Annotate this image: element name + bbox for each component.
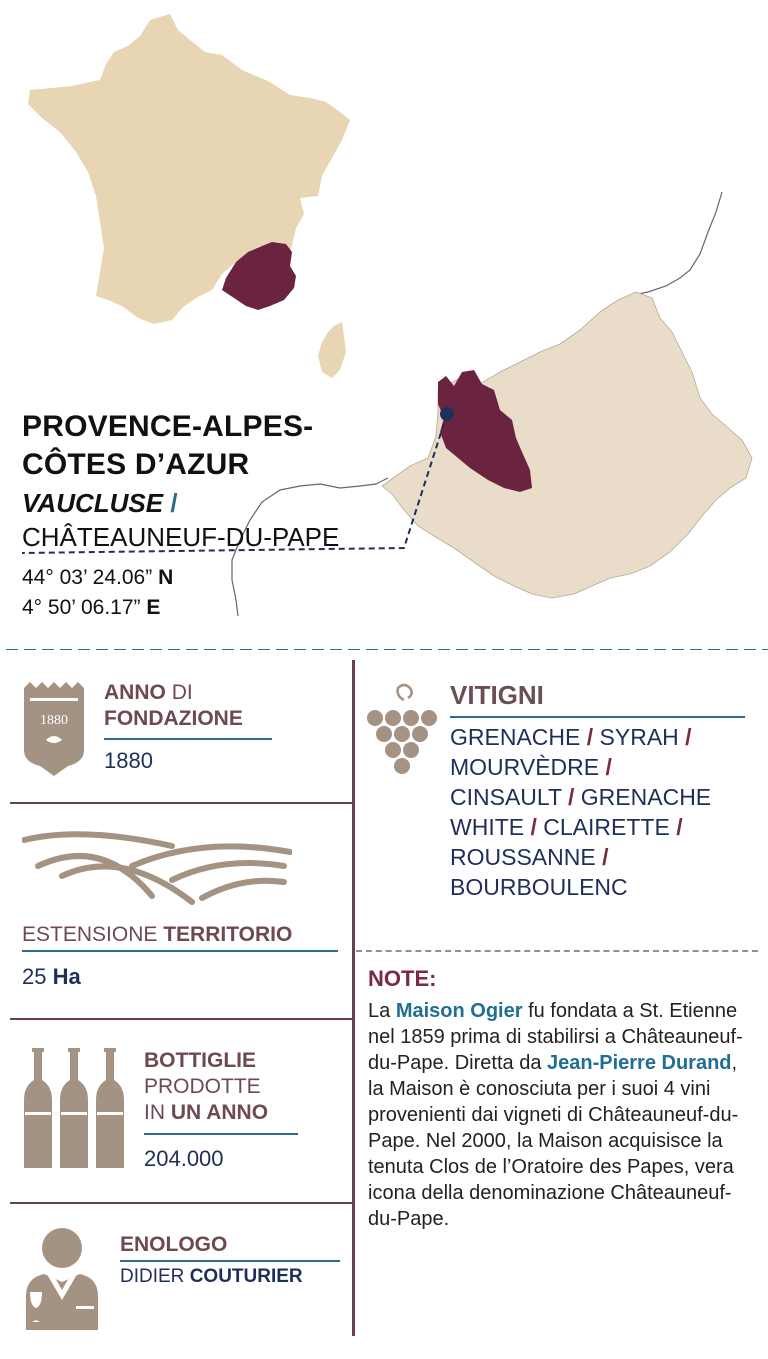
notes-part1: La [368, 1000, 396, 1022]
grape-item: SYRAH [599, 724, 679, 750]
founding-label-line2: FONDAZIONE [104, 707, 243, 730]
grape-item: CINSAULT [450, 784, 562, 810]
bottles-line1: BOTTIGLIE [144, 1049, 256, 1072]
enologist-underline [120, 1260, 340, 1262]
grape-item: GRENACHE [450, 724, 581, 750]
territory-label-bold: TERRITORIO [163, 923, 293, 946]
department-slash: / [170, 488, 178, 518]
crest-year: 1880 [40, 713, 68, 728]
town-label: CHÂTEAUNEUF-DU-PAPE [22, 522, 340, 552]
grape-separator: / [676, 814, 683, 840]
territory-number: 25 [22, 964, 47, 989]
wine-bottles-icon [22, 1046, 126, 1170]
grape-separator: / [602, 844, 609, 870]
founding-value: 1880 [104, 748, 153, 773]
territory-label-light: ESTENSIONE [22, 923, 158, 946]
notes-director: Jean-Pierre Durand [547, 1052, 732, 1074]
bottles-line3-light: IN [144, 1101, 165, 1124]
column-divider [352, 660, 355, 1336]
territory-unit: Ha [52, 964, 81, 989]
founding-underline [104, 738, 272, 740]
enologist-first-name: DIDIER [120, 1266, 185, 1287]
vineyard-hills-icon [22, 826, 292, 906]
region-title-line2: CÔTES D’AZUR [22, 448, 250, 481]
grape-list [450, 722, 750, 902]
corsica [318, 322, 346, 378]
notes-maison: Maison Ogier [395, 1000, 523, 1022]
region-title [22, 408, 313, 484]
bottles-line2: PRODOTTE [144, 1075, 261, 1098]
bottles-line3-bold: UN ANNO [170, 1101, 269, 1124]
enologist-name [120, 1266, 303, 1288]
enologist-label-text: ENOLOGO [120, 1233, 228, 1256]
enologist-label [120, 1232, 227, 1258]
bottles-value: 204.000 [144, 1146, 224, 1171]
row-separator [10, 802, 352, 804]
row-separator [10, 1018, 352, 1020]
grape-item: MOURVÈDRE [450, 754, 600, 780]
latitude-value: 44° 03’ 24.06” [22, 566, 153, 589]
sommelier-icon [22, 1226, 102, 1330]
longitude-dir: E [146, 596, 161, 619]
territory-value [22, 964, 81, 990]
notes-text [368, 998, 753, 1232]
france-map [28, 14, 350, 324]
grape-separator: / [605, 754, 612, 780]
grape-cluster-icon [366, 682, 440, 780]
location-marker [440, 407, 454, 421]
department-label [22, 488, 178, 519]
crest-icon [22, 680, 86, 778]
department-name: VAUCLUSE [22, 488, 164, 518]
longitude [22, 596, 160, 620]
bottles-underline [144, 1133, 298, 1135]
region-title-line1: PROVENCE-ALPES- [22, 410, 314, 443]
notes-heading: NOTE: [368, 966, 437, 991]
territory-underline [22, 950, 338, 952]
founding-label [104, 680, 243, 732]
territory-label [22, 922, 292, 948]
notes-part3: , la Maison è conosciuta per i suoi 4 vini provenienti dai vigneti di Châteauneuf-du-Pape. Nel 2000, la Maison acquisisce la tenuta Clos de l’Oratoire des Papes, vera icona della denominazione Châteauneuf-du-Pape. [368, 1052, 739, 1230]
grape-separator: / [568, 784, 575, 810]
notes-part2: fu fondata a St. Etienne nel 1859 prima di stabilirsi a Châteauneuf-du-Pape. Diretta da [368, 1000, 743, 1074]
grape-item: BOURBOULENC [450, 874, 628, 900]
longitude-value: 4° 50’ 06.17” [22, 596, 141, 619]
enologist-last-name: COUTURIER [189, 1266, 303, 1287]
founding-label-rest: DI [171, 681, 193, 704]
founding-label-bold: ANNO [104, 681, 166, 704]
grape-item: CLAIRETTE [543, 814, 670, 840]
grapes-title: VITIGNI [450, 680, 544, 710]
border-line [628, 192, 722, 296]
latitude-dir: N [158, 566, 174, 589]
grape-item: GRENACHE WHITE [450, 784, 712, 840]
grape-item: ROUSSANNE [450, 844, 596, 870]
grape-separator: / [586, 724, 594, 750]
grape-separator: / [685, 724, 692, 750]
row-separator [10, 1202, 352, 1204]
bottles-label [144, 1048, 268, 1126]
grapes-underline [450, 716, 745, 718]
grape-separator: / [530, 814, 537, 840]
latitude [22, 566, 173, 590]
notes-divider [356, 950, 758, 952]
